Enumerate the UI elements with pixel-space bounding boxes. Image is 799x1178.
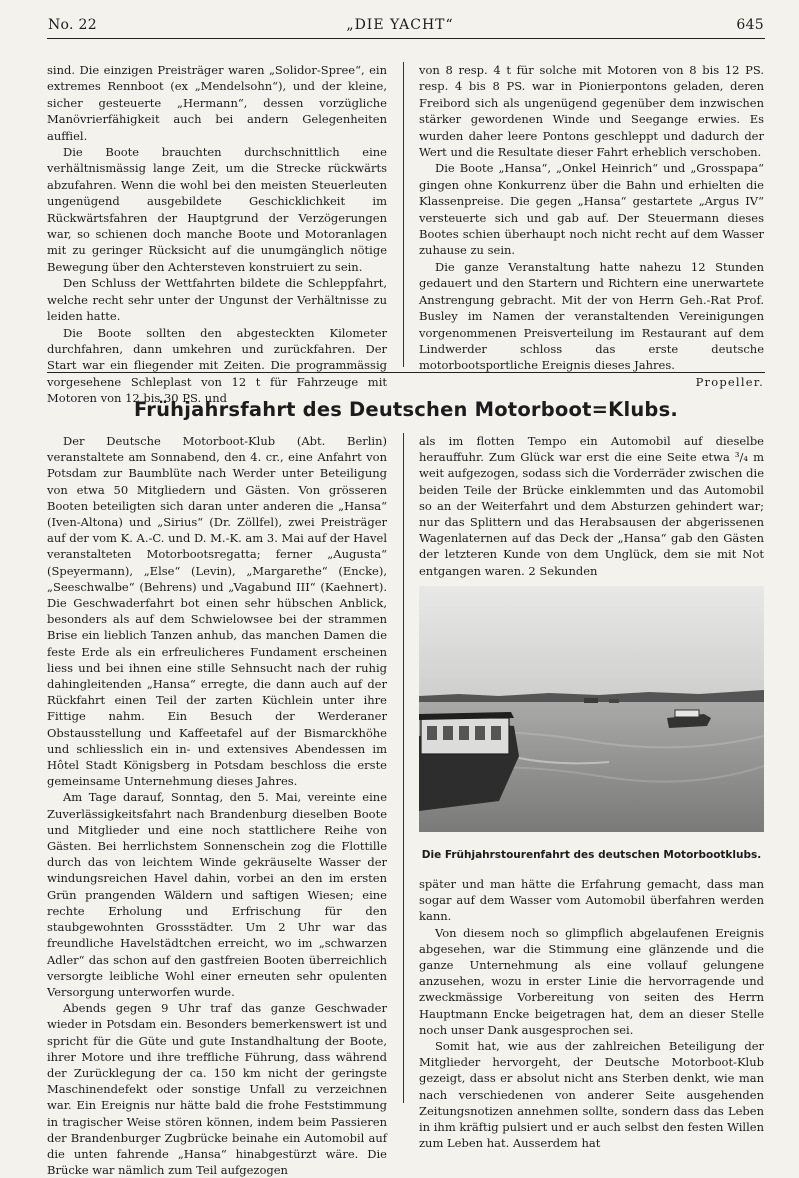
paragraph: Die Boote brauchten durchschnittlich eine verhältnismässig lange Zeit, um die Strecke rückwärts abzufahren. Wenn die wohl bei den meisten Steuerleuten ungenügend ausgebildete Geschicklichkeit im Rückwärtsfahren der Hauptgrund der Verzögerungen war, so schienen doch manche Boote und Motoranlagen mit zu geringer Rücksicht auf die unumgänglich nötige Bewegung über den Achtersteven konstruiert zu sein. bbox=[47, 145, 387, 274]
page-number: 645 bbox=[736, 17, 764, 33]
photo-illustration bbox=[419, 586, 764, 832]
paragraph: als im flotten Tempo ein Automobil auf dieselbe herauffuhr. Zum Glück war erst die eine Seite etwa ³/₄ m weit aufgezogen, sodass sich die Vorderräder zwischen die beiden Teile der Brücke einklemmten und das Automobil so an der Weiterfahrt und dem Absturzen gehindert war; nur das Splittern und das Herabsausen der abgerissenen Wagenlaternen auf das Deck der „Hansa“ gab den Gästen der letzteren Kunde von dem Unglück, dem sie mit Not entgangen waren. 2 Sekunden bbox=[419, 434, 764, 578]
bottom-right-column-top bbox=[419, 433, 764, 579]
column-divider bbox=[403, 433, 404, 1103]
header-rule bbox=[47, 38, 765, 39]
paragraph: Somit hat, wie aus der zahlreichen Beteiligung der Mitglieder hervorgeht, der Deutsche Motorboot-Klub gezeigt, dass er absolut nicht ans Sterben denkt, wie man nach verschiedenen von anderer Seite ausgehenden Zeitungsnotizen annehmen sollte, sondern dass das Leben in ihm kräftig pulsiert und er auch selbst den festen Willen zum Leben hat. Ausserdem hat bbox=[419, 1039, 764, 1151]
paragraph: sind. Die einzigen Preisträger waren „Solidor-Spree“, ein extremes Rennboot (ex „Mendelsohn“), und der kleine, sicher gesteuerte „Hermann“, dessen vorzügliche Manövrierfähigkeit auch bei andern Gelegenheiten auffiel. bbox=[47, 63, 387, 143]
paragraph: Der Deutsche Motorboot-Klub (Abt. Berlin) veranstaltete am Sonnabend, den 4. cr., eine Anfahrt von Potsdam zur Baumblüte nach Werder unter Beteiligung von etwa 50 Mitgliedern und Gästen. Von grösseren Booten beteiligten sich daran unter anderen die „Hansa“ (Iven-Altona) und „Sirius“ (Dr. Zöllfel), zwei Preisträger auf der vom K. A.-C. und D. M.-K. am 3. Mai auf der Havel veranstalteten Motorbootsregatta; ferner „Augusta“ (Speyermann), „Else“ (Levin), „Margarethe“ (Encke), „Seeschwalbe“ (Behrens) und „Vagabund III“ (Kaehnert). Die Geschwaderfahrt bot einen sehr hübschen Anblick, besonders als auf dem Schwielowsee bei der strammen Brise ein lieblich Tanzen anhub, das manchen Damen die feste Erde als ein erfreulicheres Fundament erscheinen liess und bei ihnen eine stille Sehnsucht nach der ruhig dahingleitenden „Hansa“ erregte, die dann auch auf der Rückfahrt einen Teil der zarten Küchlein unter ihre Fittige nahm. Ein Besuch der Werderaner Obstausstellung und Kaffeetafel auf der Bismarckhöhe und schliesslich ein in- und extensives Abendessen im Hôtel Stadt Königsberg in Potsdam beschloss die erste gemeinsame Unternehmung dieses Jahres. bbox=[47, 434, 387, 789]
bottom-right-column-bottom bbox=[419, 876, 764, 1151]
bottom-left-column bbox=[47, 433, 387, 1178]
article-title: Frühjahrsfahrt des Deutschen Motorboot=Klubs. bbox=[134, 398, 678, 421]
paragraph: später und man hätte die Erfahrung gemacht, dass man sogar auf dem Wasser vom Automobil überfahren werden kann. bbox=[419, 877, 764, 924]
paragraph: Die ganze Veranstaltung hatte nahezu 12 Stunden gedauert und den Startern und Richtern eine unerwartete Anstrengung gebracht. Mit der von Herrn Geh.-Rat Prof. Busley im Namen der veranstaltenden Vereinigungen vorgenommenen Preisverteilung im Restaurant auf dem Lindwerder schloss das erste deutsche motorbootsportliche Ereignis dieses Jahres. bbox=[419, 259, 764, 373]
paragraph: Die Boote sollten den abgesteckten Kilometer durchfahren, dann umkehren und zurückfahren. Der Start war ein fliegender mit Zeiten. Die programmässig vorgesehene Schleplast von 12 t für Fahrzeuge mit Motoren von 12 bis 30 PS. und bbox=[47, 325, 387, 406]
column-divider bbox=[403, 62, 404, 367]
paragraph: Am Tage darauf, Sonntag, den 5. Mai, vereinte eine Zuverlässigkeitsfahrt nach Brandenburg dieselben Boote und Mitglieder und eine noch stattlichere Reihe von Gästen. Bei herrlichstem Sonnenschein zog die Flottille durch das von leichtem Winde gekräuselte Wasser der windungsreichen Havel dahin, vorbei an den im ersten Grün prangenden Wäldern und saftigen Wiesen; eine rechte Erholung und Erfrischung für den staubgewohnten Grossstädter. Um 2 Uhr war das freundliche Havelstädtchen erreicht, wo im „schwarzen Adler“ das schon auf den gastfreien Booten überreichlich versorgte leibliche Wohl einer erneuten sehr opulenten Versorgung unterworfen wurde. bbox=[47, 790, 387, 999]
top-right-column bbox=[419, 62, 764, 390]
paragraph: Den Schluss der Wettfahrten bildete die Schleppfahrt, welche recht sehr unter der Ungunst der Verhältnisse zu leiden hatte. bbox=[47, 276, 387, 324]
photo-caption: Die Frühjahrstourenfahrt des deutschen Motorbootklubs. bbox=[421, 849, 762, 861]
top-left-column bbox=[47, 62, 387, 407]
section-rule bbox=[47, 372, 765, 373]
paragraph: Die Boote „Hansa“, „Onkel Heinrich“ und „Grosspapa“ gingen ohne Konkurrenz über die Bahn und erhielten die Klassenpreise. Die gegen „Hansa“ gestartete „Argus IV“ versteuerte sich und gab auf. Der Steuermann dieses Bootes schien überhaupt noch nicht recht auf dem Wasser zuhause zu sein. bbox=[419, 161, 764, 258]
author-signature: Propeller. bbox=[695, 374, 764, 389]
boat-photograph bbox=[419, 586, 764, 832]
issue-number: No. 22 bbox=[48, 17, 97, 33]
paragraph: von 8 resp. 4 t für solche mit Motoren von 8 bis 12 PS. resp. 4 bis 8 PS. war in Pionierpontons geladen, deren Freibord sich als ungenügend gegenüber dem inzwischen stärker gewordenen Winde und Seegange erwies. Es wurden daher leere Pontons geschleppt und dadurch der Wert und die Resultate dieser Fahrt erheblich verschoben. bbox=[419, 63, 764, 160]
paragraph: Abends gegen 9 Uhr traf das ganze Geschwader wieder in Potsdam ein. Besonders bemerkenswert ist und spricht für die Güte und gute Instandhaltung der Boote, ihrer Motore und ihre treffliche Führung, dass während der Zurücklegung der ca. 150 km nicht der geringste Maschinendefekt oder sonstige Unfall zu verzeichnen war. Ein Ereignis nur hätte bald die frohe Feststimmung in tragischer Weise stören können, indem beim Passieren der Brandenburger Zugbrücke beinahe ein Automobil auf die unten fahrende „Hansa“ hinabgestürzt wäre. Die Brücke war nämlich zum Teil aufgezogen bbox=[47, 1001, 387, 1178]
paragraph: Von diesem noch so glimpflich abgelaufenen Ereignis abgesehen, war die Stimmung eine glänzende und die ganze Unternehmung als eine vollauf gelungene anzusehen, wozu in erster Linie die hervorragende und zweckmässige Vorbereitung von seiten des Herrn Hauptmann Encke beigetragen hat, dem an dieser Stelle noch unser Dank ausgesprochen sei. bbox=[419, 925, 764, 1037]
journal-title: „DIE YACHT“ bbox=[346, 17, 454, 33]
